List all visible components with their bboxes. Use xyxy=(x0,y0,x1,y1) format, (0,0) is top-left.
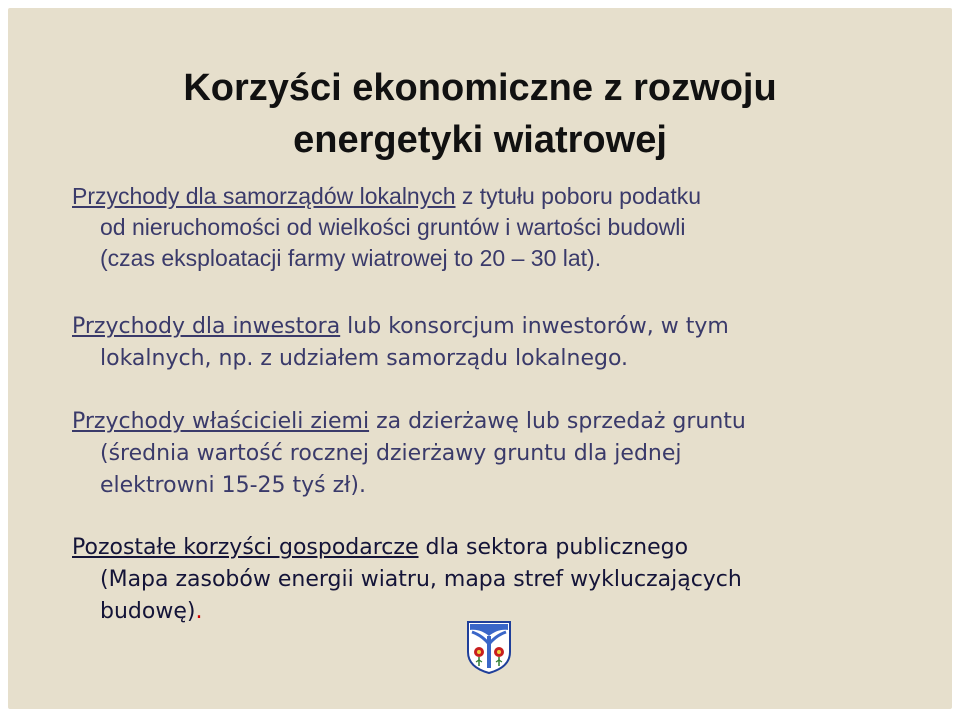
paragraph-text: lub konsorcjum inwestorów, w tym xyxy=(340,314,729,339)
paragraph-line xyxy=(72,311,912,343)
paragraph-line: (średnia wartość rocznej dzierżawy gruntu dla jednej xyxy=(100,441,682,466)
paragraph-line xyxy=(72,532,912,564)
paragraph-line: elektrowni 15-25 tyś zł). xyxy=(100,473,367,498)
red-period: . xyxy=(195,599,203,624)
paragraph-text: za dzierżawę lub sprzedaż gruntu xyxy=(369,409,746,434)
paragraph-line xyxy=(72,181,912,212)
paragraph-line: lokalnych, np. z udziałem samorządu lokalnego. xyxy=(100,346,629,371)
title-line-1: Korzyści ekonomiczne z rozwoju xyxy=(183,67,777,109)
paragraph-text: z tytułu poboru podatku xyxy=(455,183,702,209)
paragraph-investor xyxy=(72,311,912,375)
paragraph-line: od nieruchomości od wielkości gruntów i wartości budowli xyxy=(100,214,686,240)
paragraph-text: dla sektora publicznego xyxy=(418,535,689,560)
paragraph-other-benefits xyxy=(72,532,912,628)
slide-title xyxy=(0,62,960,166)
paragraph-line xyxy=(72,406,912,438)
paragraph-lead: Przychody właścicieli ziemi xyxy=(72,409,370,434)
paragraph-lead: Przychody dla inwestora xyxy=(72,314,341,339)
coat-of-arms-icon xyxy=(466,620,512,674)
paragraph-local-government xyxy=(72,181,912,274)
title-line-2: energetyki wiatrowej xyxy=(293,119,667,161)
paragraph-line: (Mapa zasobów energii wiatru, mapa stref wykluczających xyxy=(100,567,742,592)
paragraph-text: budowę) xyxy=(100,599,196,624)
paragraph-line: (czas eksploatacji farmy wiatrowej to 20 – 30 lat). xyxy=(100,245,602,271)
paragraph-lead: Pozostałe korzyści gospodarcze xyxy=(72,535,419,560)
paragraph-landowners xyxy=(72,406,912,502)
paragraph-lead: Przychody dla samorządów lokalnych xyxy=(72,183,456,209)
